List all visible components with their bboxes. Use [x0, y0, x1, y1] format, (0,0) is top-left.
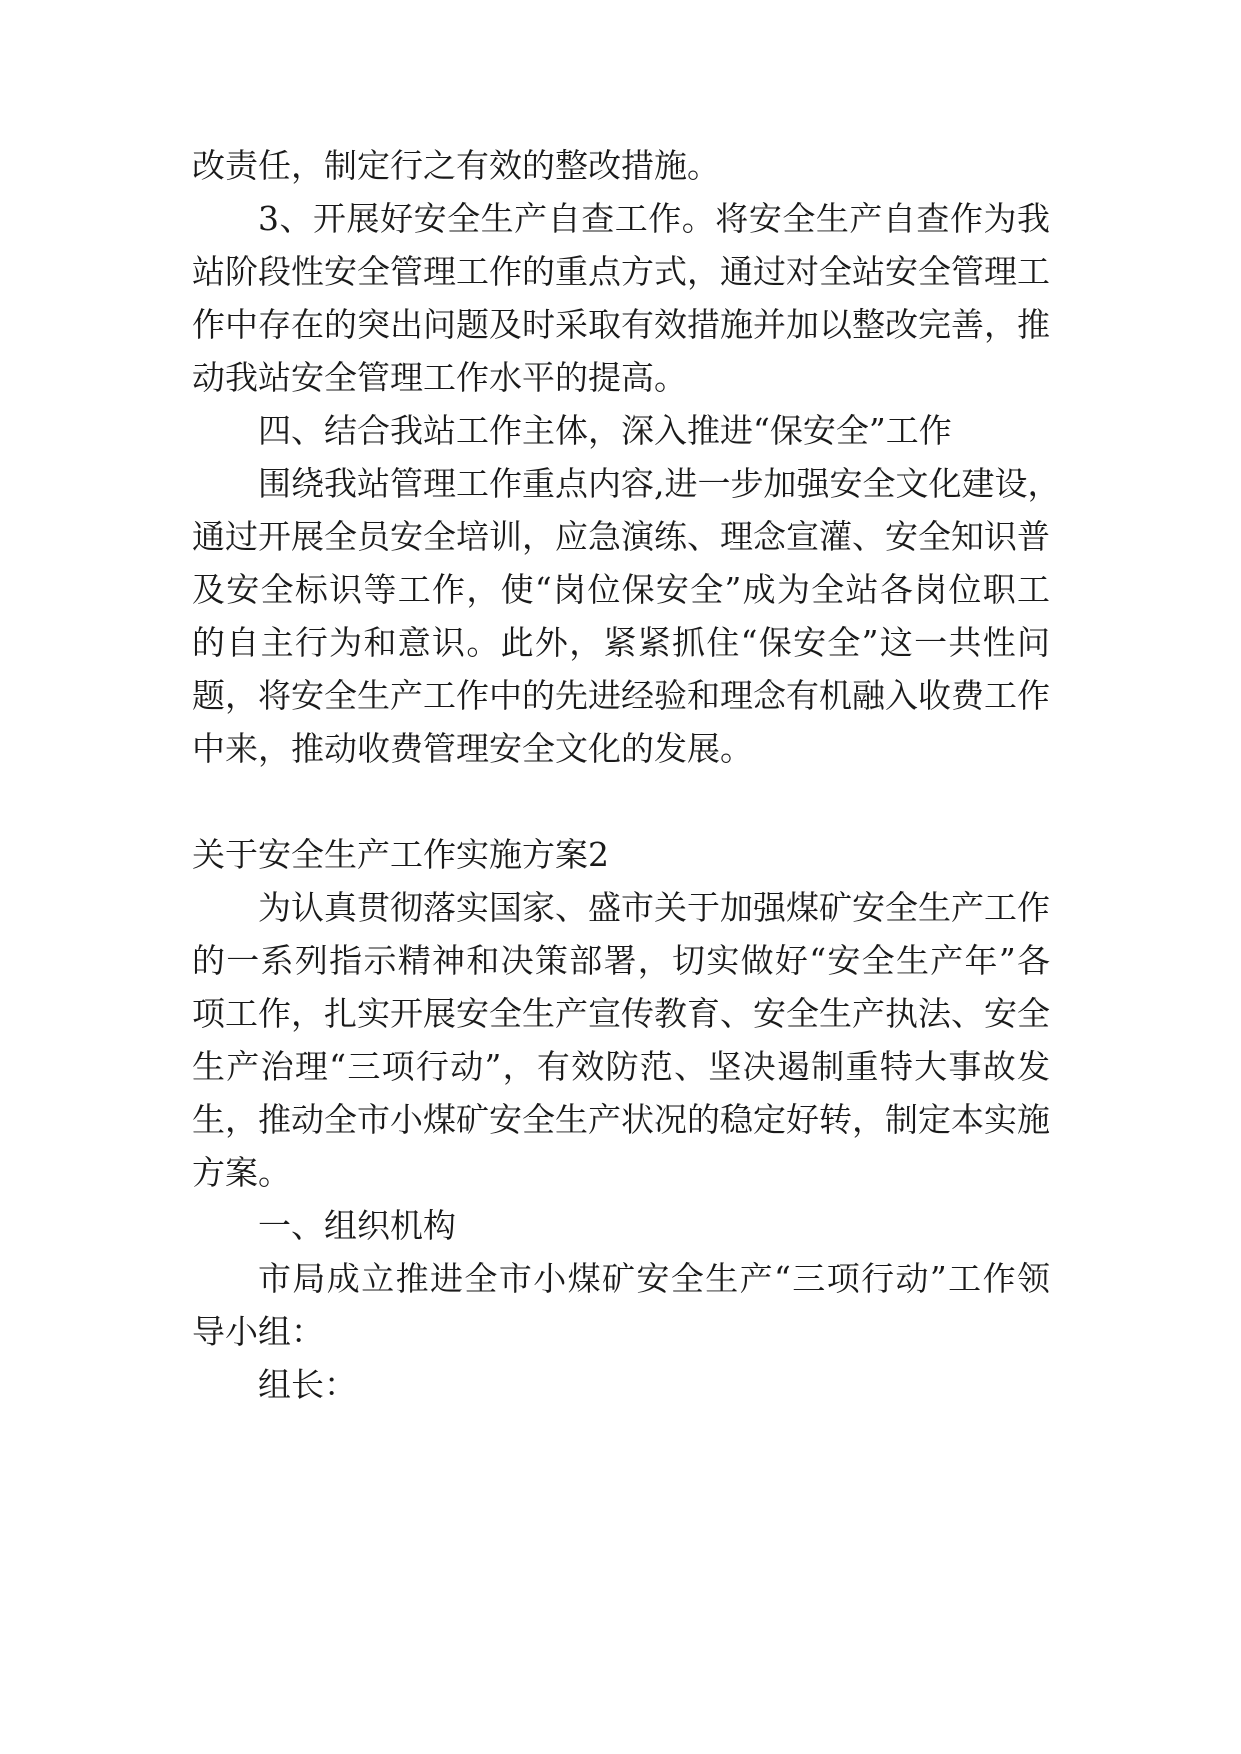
text-line: 项工作，扎实开展安全生产宣传教育、安全生产执法、安全 [192, 994, 1050, 1033]
text-line: 方案。 [192, 1153, 291, 1192]
section-heading: 一、组织机构 [258, 1206, 456, 1245]
text-line: 动我站安全管理工作水平的提高。 [192, 358, 687, 397]
text-line: 生，推动全市小煤矿安全生产状况的稳定好转，制定本实施 [192, 1100, 1050, 1139]
text-line: 3、开展好安全生产自查工作。将安全生产自查作为我 [258, 199, 1050, 238]
document-title: 关于安全生产工作实施方案2 [192, 835, 609, 874]
text-line: 的一系列指示精神和决策部署，切实做好“安全生产年”各 [192, 941, 1050, 980]
text-line: 站阶段性安全管理工作的重点方式，通过对全站安全管理工 [192, 252, 1050, 291]
text-line: 及安全标识等工作，使“岗位保安全”成为全站各岗位职工 [192, 570, 1050, 609]
text-line: 生产治理“三项行动”，有效防范、坚决遏制重特大事故发 [192, 1047, 1050, 1086]
text-line: 作中存在的突出问题及时采取有效措施并加以整改完善，推 [192, 305, 1050, 344]
text-line: 为认真贯彻落实国家、盛市关于加强煤矿安全生产工作 [258, 888, 1050, 927]
text-line: 题，将安全生产工作中的先进经验和理念有机融入收费工作 [192, 676, 1050, 715]
text-line: 通过开展全员安全培训，应急演练、理念宣灌、安全知识普 [192, 517, 1050, 556]
text-line: 围绕我站管理工作重点内容,进一步加强安全文化建设， [258, 464, 1061, 503]
text-line: 改责任，制定行之有效的整改措施。 [192, 146, 720, 185]
section-heading: 四、结合我站工作主体，深入推进“保安全”工作 [258, 411, 952, 450]
text-line: 市局成立推进全市小煤矿安全生产“三项行动”工作领 [258, 1259, 1050, 1298]
text-line: 中来，推动收费管理安全文化的发展。 [192, 729, 753, 768]
text-line: 导小组： [192, 1312, 324, 1351]
text-line: 组长： [258, 1365, 357, 1404]
text-line: 的自主行为和意识。此外，紧紧抓住“保安全”这一共性问 [192, 623, 1050, 662]
